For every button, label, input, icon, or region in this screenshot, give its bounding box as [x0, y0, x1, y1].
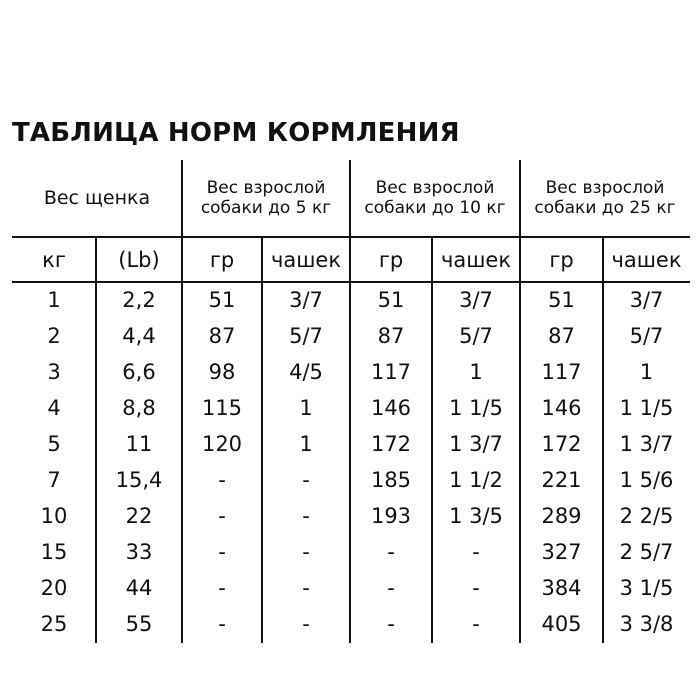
table-cell: 193 [370, 504, 412, 529]
table-cell: 1 1/5 [449, 395, 503, 420]
table-cell: 4 [47, 395, 61, 420]
header-divider [12, 236, 690, 238]
column-header: (Lb) [118, 247, 160, 272]
table-cell: 115 [201, 395, 243, 420]
table-cell: 2 5/7 [619, 540, 674, 565]
table-cell: - [387, 540, 395, 565]
table-cell: 120 [201, 431, 243, 456]
table-cell: - [472, 540, 480, 565]
table-cell: 33 [125, 540, 153, 565]
table-cell: - [472, 576, 480, 601]
table-cell: 4/5 [289, 359, 323, 384]
table-cell: 221 [541, 468, 582, 493]
table-cell: 117 [370, 359, 412, 384]
table-cell: 20 [40, 576, 68, 601]
table-cell: - [387, 576, 395, 601]
column-header: гр [378, 247, 404, 272]
table-cell: 3 [47, 359, 61, 384]
table-cell: 87 [208, 323, 236, 348]
table-cell: - [218, 540, 226, 565]
column-divider [431, 236, 433, 643]
table-cell: 55 [125, 612, 153, 637]
table-cell: 2 2/5 [619, 504, 674, 529]
column-header: кг [42, 247, 66, 272]
table-cell: 25 [40, 612, 68, 637]
table-cell: 3 3/8 [619, 612, 674, 637]
table-cell: - [218, 576, 226, 601]
table-cell: 5/7 [289, 323, 323, 348]
column-header: чашек [440, 247, 512, 272]
table-cell: 2,2 [122, 287, 156, 312]
group-header: Вес взрослой собаки до 5 кг [200, 177, 332, 218]
table-cell: - [387, 612, 395, 637]
table-cell: 1 [639, 359, 654, 384]
column-header: гр [209, 247, 235, 272]
table-cell: 1 5/6 [619, 468, 674, 493]
table-cell: 3 1/5 [619, 576, 674, 601]
table-cell: - [302, 468, 310, 493]
group-header: Вес щенка [43, 186, 151, 209]
table-cell: 1 3/7 [619, 431, 674, 456]
group-divider [181, 160, 183, 643]
group-divider [519, 160, 521, 643]
table-cell: 15 [40, 540, 68, 565]
table-cell: 1 [47, 287, 61, 312]
table-cell: 5/7 [629, 323, 664, 348]
table-cell: - [302, 504, 310, 529]
table-cell: 87 [377, 323, 405, 348]
column-header: гр [549, 247, 574, 272]
table-cell: 172 [370, 431, 412, 456]
table-cell: 44 [125, 576, 153, 601]
table-cell: 5/7 [459, 323, 493, 348]
table-cell: 15,4 [115, 468, 163, 493]
table-cell: - [302, 576, 310, 601]
column-divider [602, 236, 604, 643]
table-cell: - [472, 612, 480, 637]
table-cell: - [218, 612, 226, 637]
table-cell: 3/7 [629, 287, 664, 312]
table-cell: 1 [469, 359, 483, 384]
table-cell: 5 [47, 431, 61, 456]
page-title: ТАБЛИЦА НОРМ КОРМЛЕНИЯ [12, 118, 460, 148]
table-cell: 51 [208, 287, 236, 312]
table-cell: 2 [47, 323, 61, 348]
table-cell: 117 [541, 359, 582, 384]
table-cell: 3/7 [289, 287, 323, 312]
table-cell: 7 [47, 468, 61, 493]
table-cell: 405 [541, 612, 582, 637]
table-cell: 1 3/5 [449, 504, 503, 529]
group-header: Вес взрослой собаки до 10 кг [364, 177, 506, 218]
column-header: чашек [611, 247, 682, 272]
column-divider [261, 236, 263, 643]
column-divider [95, 236, 97, 643]
table-cell: 384 [541, 576, 582, 601]
table-cell: 1 [299, 431, 313, 456]
table-cell: 289 [541, 504, 582, 529]
table-cell: - [218, 468, 226, 493]
table-cell: - [302, 612, 310, 637]
table-cell: 1 1/5 [619, 395, 674, 420]
table-cell: 4,4 [122, 323, 156, 348]
table-cell: 10 [40, 504, 68, 529]
table-cell: 146 [541, 395, 582, 420]
table-cell: 185 [370, 468, 412, 493]
table-cell: 327 [541, 540, 582, 565]
table-cell: - [218, 504, 226, 529]
table-cell: 51 [377, 287, 405, 312]
table-cell: 8,8 [122, 395, 156, 420]
table-cell: 22 [125, 504, 153, 529]
table-cell: 98 [208, 359, 236, 384]
table-cell: 1 3/7 [449, 431, 503, 456]
table-cell: 51 [548, 287, 575, 312]
table-cell: 87 [548, 323, 575, 348]
table-cell: 1 [299, 395, 313, 420]
table-cell: 172 [541, 431, 582, 456]
table-cell: 3/7 [459, 287, 493, 312]
group-divider [349, 160, 351, 643]
table-cell: 6,6 [122, 359, 156, 384]
table-cell: 11 [125, 431, 153, 456]
header-divider [12, 281, 690, 283]
table-cell: 146 [370, 395, 412, 420]
table-cell: 1 1/2 [449, 468, 503, 493]
table-cell: - [302, 540, 310, 565]
column-header: чашек [270, 247, 342, 272]
group-header: Вес взрослой собаки до 25 кг [534, 177, 676, 218]
